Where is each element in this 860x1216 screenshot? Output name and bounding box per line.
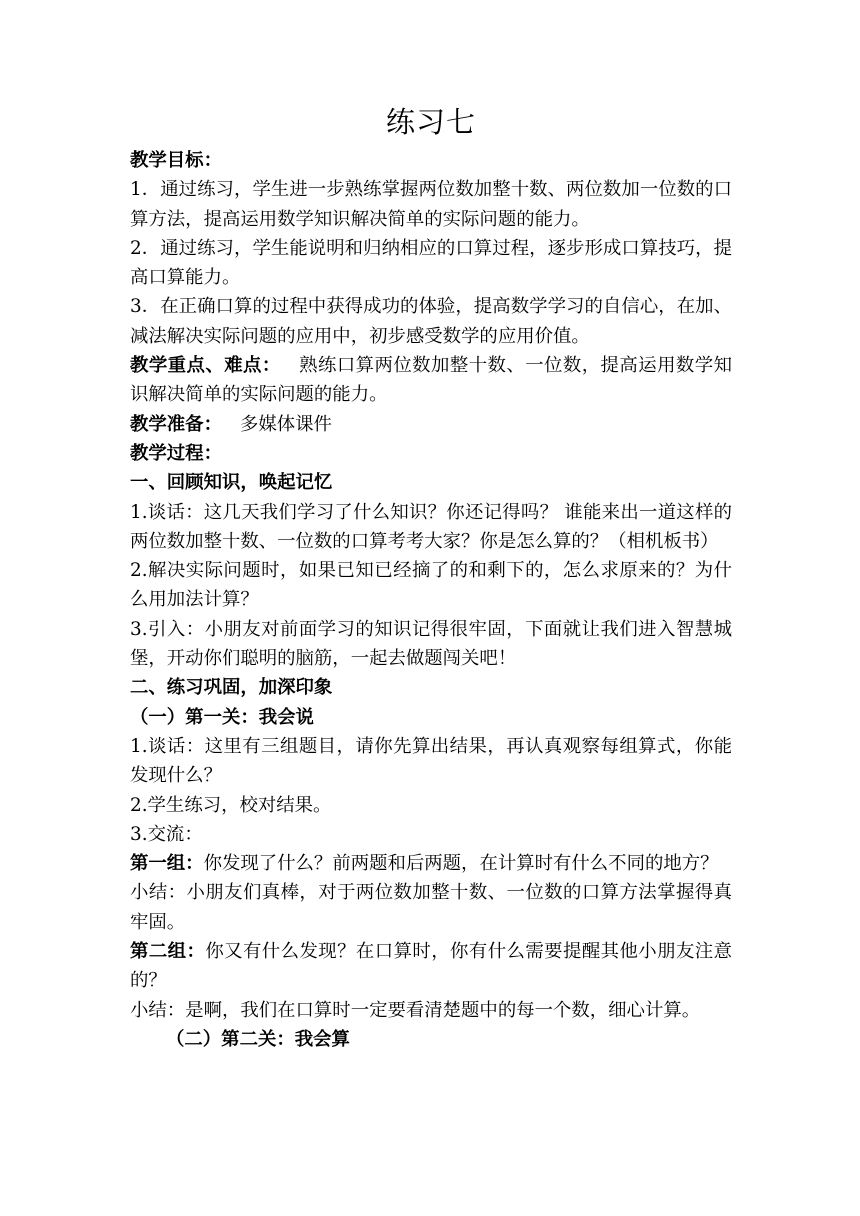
prep-label: 教学准备： — [130, 413, 222, 435]
process-heading: 教学过程： — [130, 442, 222, 464]
document-page — [130, 100, 732, 1054]
page-title: 练习七 — [385, 105, 476, 139]
section1-item-1: 1.谈话：这几天我们学习了什么知识？你还记得吗？ 谁能来出一道这样的两位数加整十数、一位数的口算考考大家？你是怎么算的？（相机板书） — [130, 501, 732, 552]
prep-text: 多媒体课件 — [239, 413, 332, 435]
summary2: 小结：是啊，我们在口算时一定要看清楚题中的每一个数，细心计算。 — [130, 999, 701, 1021]
section2-sub2: （二）第二关：我会算 — [166, 1028, 350, 1050]
goal-item-3: 3．在正确口算的过程中获得成功的体验，提高数学学习的自信心，在加、减法解决实际问题的应用中，初步感受数学的应用价值。 — [130, 296, 732, 347]
section1-heading: 一、回顾知识，唤起记忆 — [130, 472, 333, 494]
group2-paragraph — [130, 937, 732, 996]
keypoints-paragraph — [130, 351, 732, 410]
group1-label: 第一组： — [130, 853, 204, 875]
keypoints-label: 教学重点、难点： — [130, 355, 281, 377]
goals-heading: 教学目标： — [130, 150, 222, 171]
keypoints-text: 熟练口算两位数加整十数、一位数，提高运用数学知识解决简单的实际问题的能力。 — [130, 355, 732, 406]
section2-item-2: 2.学生练习，校对结果。 — [130, 794, 332, 816]
group2-label: 第二组： — [130, 941, 206, 963]
summary1: 小结：小朋友们真棒，对于两位数加整十数、一位数的口算方法掌握得真牢固。 — [130, 882, 732, 933]
section2-heading: 二、练习巩固，加深印象 — [130, 677, 333, 699]
group1-text: 你发现了什么？前两题和后两题，在计算时有什么不同的地方？ — [203, 853, 719, 875]
goal-item-1: 1．通过练习，学生进一步熟练掌握两位数加整十数、两位数加一位数的口算方法，提高运用数学知识解决简单的实际问题的能力。 — [130, 179, 732, 230]
group2-text: 你又有什么发现？在口算时，你有什么需要提醒其他小朋友注意的？ — [130, 941, 732, 992]
prep-paragraph — [130, 410, 732, 439]
section2-item-3: 3.交流： — [130, 823, 203, 845]
section2-item-1: 1.谈话：这里有三组题目，请你先算出结果，再认真观察每组算式，你能发现什么？ — [130, 735, 732, 787]
goal-item-2: 2．通过练习，学生能说明和归纳相应的口算过程，逐步形成口算技巧，提高口算能力。 — [130, 237, 732, 289]
group1-paragraph — [130, 849, 732, 878]
section1-item-3: 3.引入：小朋友对前面学习的知识记得很牢固，下面就让我们进入智慧城堡，开动你们聪明的脑筋，一起去做题闯关吧！ — [130, 618, 732, 670]
section1-item-2: 2.解决实际问题时，如果已知已经摘了的和剩下的，怎么求原来的？为什么用加法计算？ — [130, 560, 732, 611]
section2-sub1: （一）第一关：我会说 — [130, 706, 314, 728]
